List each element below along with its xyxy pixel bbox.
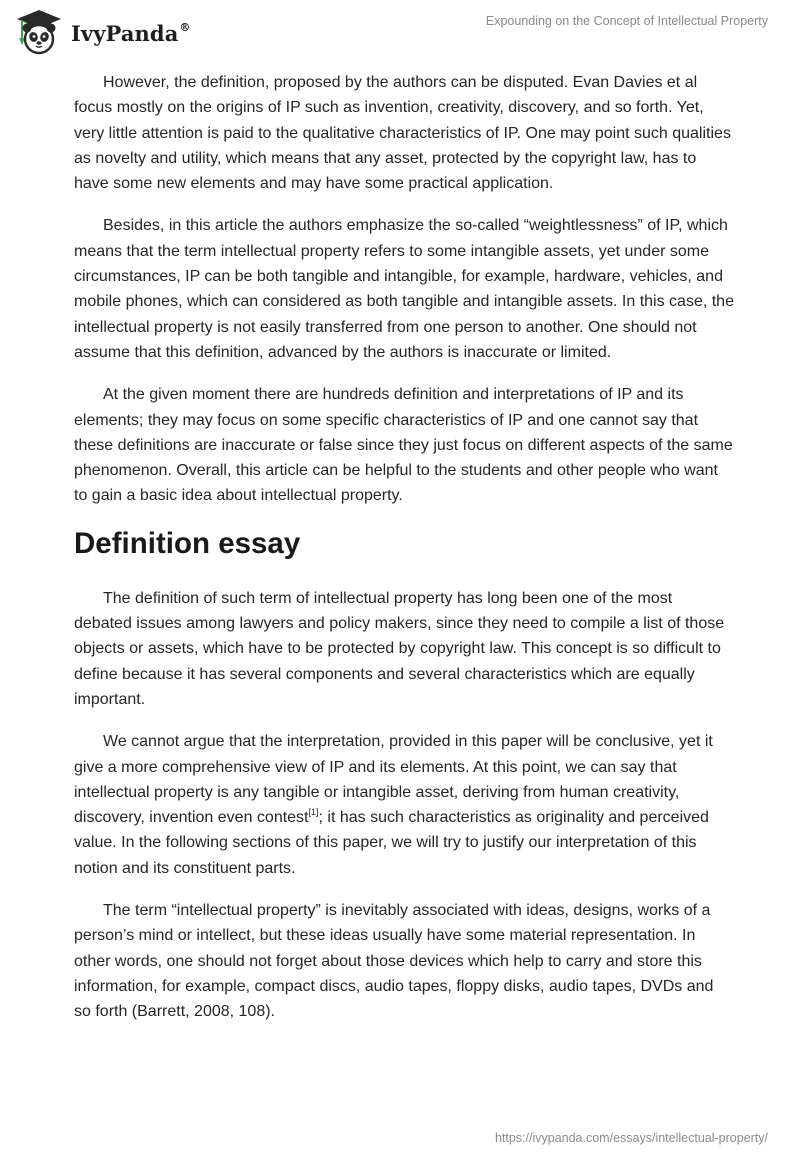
paragraph: At the given moment there are hundreds definition and interpretations of IP and its elements; they may focus on some specific characteristics of IP and one cannot say that these definitions are inaccurate or false since they just focus on different aspects of the same phenomenon. Overall, this article can be helpful to the students and other people who want to gain a basic idea about intellectual property. <box>74 386 733 505</box>
logo[interactable] <box>14 8 191 56</box>
brand-name: IvyPanda® <box>71 20 191 46</box>
document-title: Expounding on the Concept of Intellectual Property <box>485 14 768 28</box>
page-header <box>0 0 800 62</box>
registered-mark: ® <box>179 20 191 34</box>
footnote-link[interactable]: [1] <box>308 806 319 817</box>
source-url[interactable]: https://ivypanda.com/essays/intellectual-property/ <box>494 1131 768 1145</box>
paragraph <box>74 729 734 881</box>
panda-graduate-icon <box>14 8 64 56</box>
paragraph: The definition of such term of intellectual property has long been one of the most debated issues among lawyers and policy makers, since they need to compile a list of those objects or assets, which have to be protected by copyright law. This concept is so difficult to define because it has several components and several characteristics which are equally important. <box>74 589 725 708</box>
essay-content <box>74 70 734 1042</box>
paragraph: However, the definition, proposed by the authors can be disputed. Evan Davies et al focus mostly on the origins of IP such as invention, creativity, discovery, and so forth. Yet, very little attention is paid to the qualitative characteristics of IP. One may point such qualities as novelty and utility, which means that any asset, protected by the copyright law, has to have some new elements and may have some practical application. <box>74 74 731 193</box>
paragraph: Besides, in this article the authors emphasize the so-called “weightlessness” of IP, which means that the term intellectual property refers to some intangible assets, yet under some circumstances, IP can be both tangible and intangible, for example, hardware, vehicles, and mobile phones, which can considered as both tangible and intangible assets. In this case, the intellectual property is not easily transferred from one person to another. One should not assume that this definition, advanced by the authors is inaccurate or limited. <box>74 217 734 361</box>
paragraph: The term “intellectual property” is inevitably associated with ideas, designs, works of a person’s mind or intellect, but these ideas usually have some material representation. In other words, one should not forget about those devices which help to carry and store this information, for example, compact discs, audio tapes, floppy disks, audio tapes, DVDs and so forth (Barrett, 2008, 108). <box>74 902 714 1021</box>
paragraph-text: ; it has such characteristics as originality and perceived value. In the following sections of this paper, we will try to justify our interpretation of this notion and its constituent parts. <box>74 809 709 877</box>
paragraph-text: We cannot argue that the interpretation, provided in this paper will be conclusive, yet it give a more comprehensive view of IP and its elements. At this point, we can say that intellectual property is any tangible or intangible asset, deriving from human creativity, discovery, invention even contest <box>74 733 713 827</box>
section-heading: Definition essay <box>74 526 301 560</box>
